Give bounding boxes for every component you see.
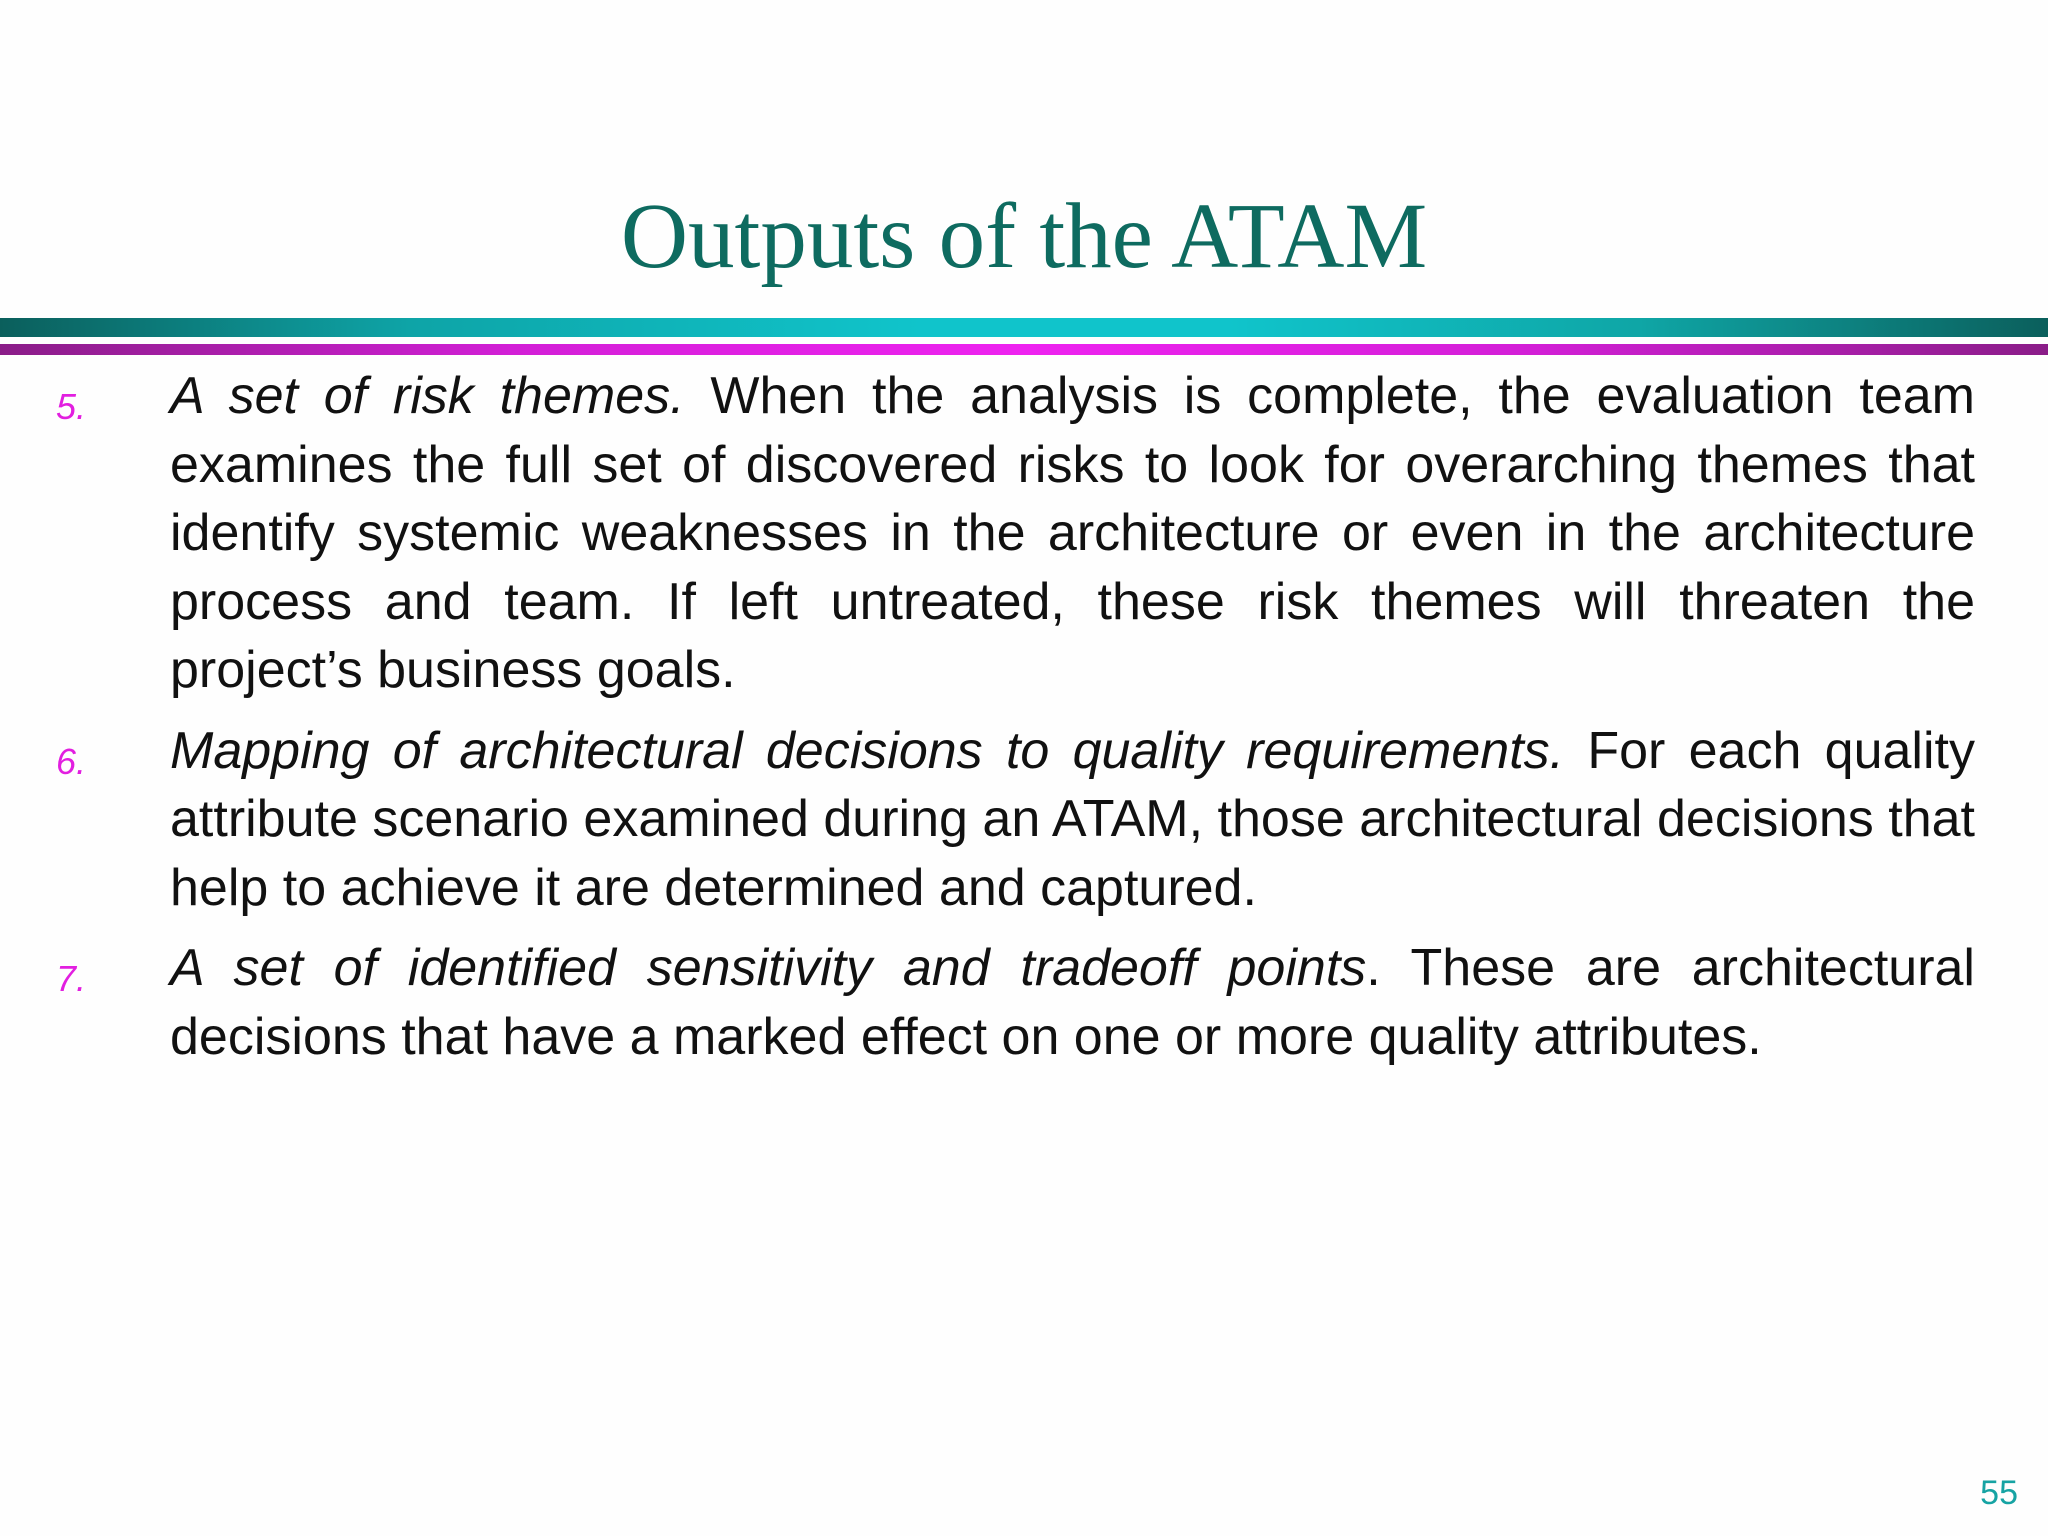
list-item (0, 362, 2048, 705)
item-body: For each quality attribute scenario examined during an ATAM, those architectural decisions that help to achieve it are determined and captured. (170, 721, 1975, 917)
item-text (170, 362, 1975, 705)
item-number: 5. (56, 386, 87, 427)
item-number: 6. (56, 740, 87, 782)
numbered-list (0, 362, 2048, 1083)
list-item (0, 717, 2048, 923)
title-divider-magenta (0, 344, 2048, 355)
item-body: . These are architectural decisions that have a marked effect on one or more quality attributes. (170, 939, 1975, 1066)
item-lead: A set of identified sensitivity and tradeoff points (170, 939, 1367, 997)
item-number: 7. (56, 958, 87, 999)
item-lead: Mapping of architectural decisions to quality requirements. (170, 721, 1565, 780)
item-text (170, 934, 1975, 1071)
item-lead: A set of risk themes. (170, 367, 685, 425)
title-divider-teal (0, 318, 2048, 337)
slide-title: Outputs of the ATAM (620, 185, 1428, 288)
item-text (170, 717, 1975, 923)
item-body: When the analysis is complete, the evaluation team examines the full set of discovered risks to look for overarching themes that identify systemic weaknesses in the architecture or even in the architecture process and team. If left untreated, these risk themes will threaten the project’s business goals. (170, 367, 1976, 699)
list-item (0, 934, 2048, 1071)
page-number: 55 (1980, 1474, 2018, 1512)
